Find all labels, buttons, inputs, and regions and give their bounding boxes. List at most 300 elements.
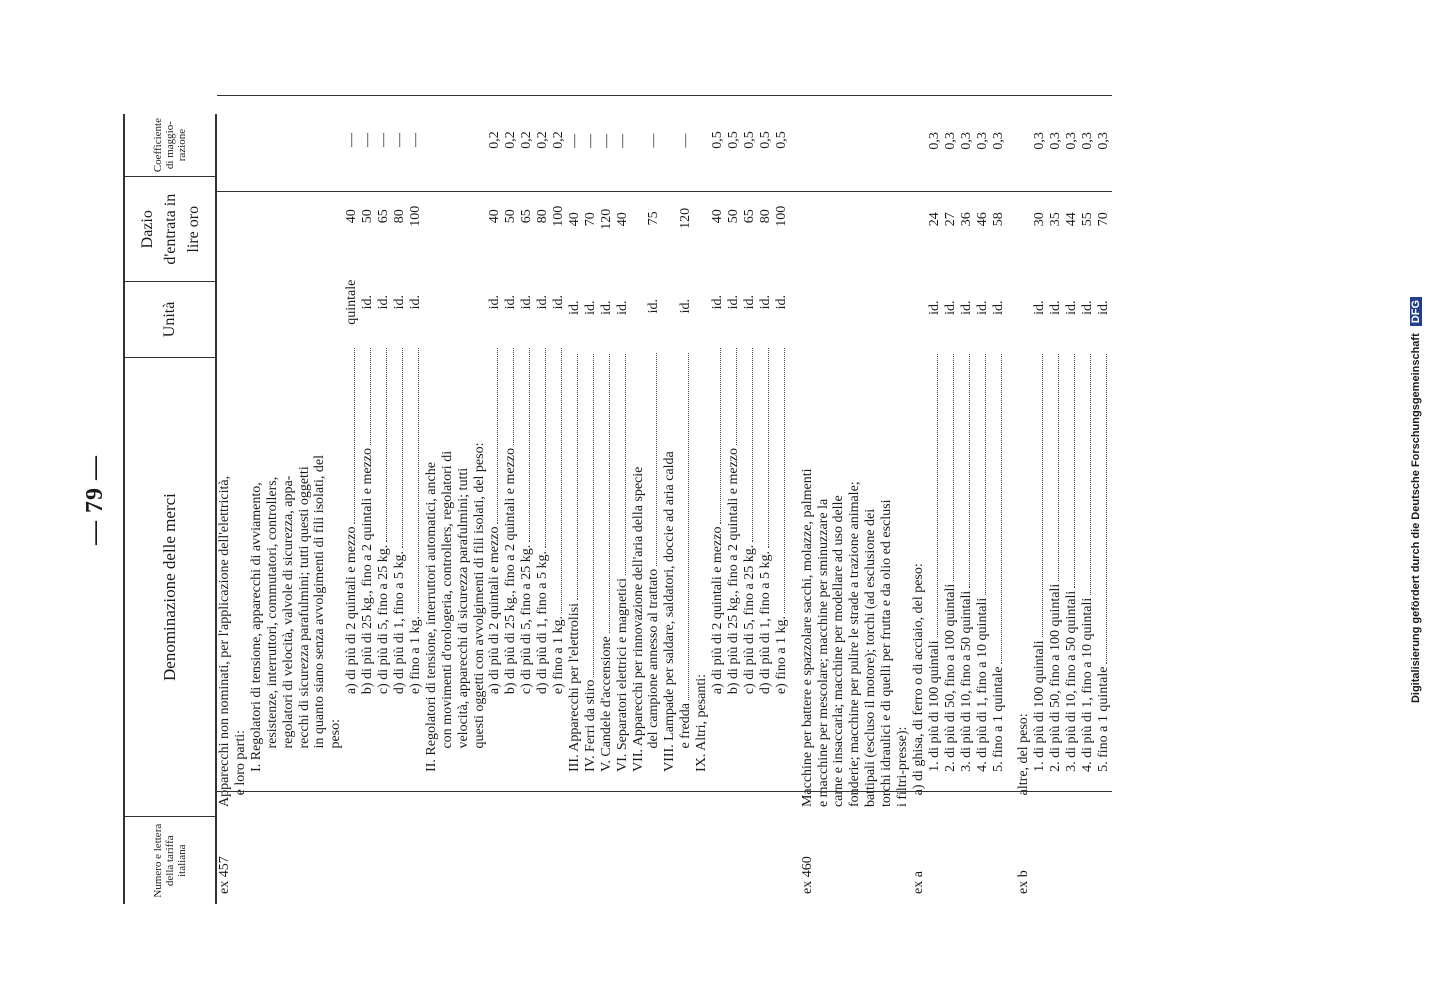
table-row (281, 114, 297, 904)
item-text: velocità, apparecchi di sicurezza parafulmini; tutti (455, 467, 471, 749)
cell-unita (662, 271, 678, 344)
cell-numero (879, 815, 895, 904)
item-text: I. Regolatori di tensione, apparecchi di avviamento, (248, 482, 264, 772)
dot-leader (720, 348, 721, 524)
cell-dazio: 35 (1048, 212, 1064, 227)
cell-coefficiente: 0,3 (974, 132, 990, 150)
dot-leader (752, 348, 753, 542)
cell-dazio: 24 (926, 212, 942, 227)
item-text: battipali (escluso il motore); torchi (ad esclusione dei (863, 508, 879, 808)
cell-dazio (440, 167, 456, 270)
cell-dazio: 40 (487, 209, 503, 224)
dot-leader (418, 348, 419, 613)
cell-dazio: 80 (391, 209, 407, 224)
table-row (424, 114, 440, 904)
cell-coefficiente: 0,3 (1064, 132, 1080, 150)
item-text: V. Candele d'accensione (598, 636, 614, 772)
cell-numero (281, 817, 297, 904)
cell-dazio: 30 (1032, 212, 1048, 227)
dot-leader (497, 348, 498, 524)
cell-coefficiente: 0,3 (1048, 132, 1064, 150)
cell-unita: id. (726, 295, 741, 310)
table-row (1048, 114, 1064, 904)
cell-dazio: 100 (773, 205, 789, 227)
cell-unita: id. (391, 295, 407, 310)
item-text: regolatori di velocità, valvole di sicurezza, appa- (280, 475, 296, 749)
table-row (1080, 114, 1096, 904)
item-text: a) di ghisa, di ferro o di acciaio, del peso: (910, 563, 926, 796)
table-row (312, 114, 328, 904)
cell-numero (943, 816, 959, 904)
cell-denominazione (1016, 346, 1032, 815)
cell-coefficiente: — (391, 133, 407, 148)
cell-numero (1048, 816, 1064, 904)
table-row (726, 114, 742, 904)
cell-coefficiente: — (614, 133, 630, 148)
cell-numero (599, 816, 615, 904)
cell-numero (1032, 816, 1048, 904)
cell-denominazione (991, 344, 1007, 816)
cell-denominazione (281, 343, 297, 817)
table-row (615, 114, 631, 904)
cell-denominazione (583, 344, 599, 816)
item-text: b) di più di 25 kg., fino a 2 quintali e mezzo (726, 447, 741, 695)
cell-dazio (1016, 168, 1032, 272)
cell-numero (519, 818, 535, 904)
cell-unita (249, 271, 265, 344)
cell-numero (742, 818, 758, 904)
item-text: d) di più di 1, fino a 5 kg. (391, 551, 407, 695)
cell-coefficiente (312, 114, 328, 167)
cell-coefficiente: 0,2 (551, 131, 567, 149)
item-text: e) fino a 1 kg. (407, 615, 423, 695)
item-text: torchi idraulici e di quelli per frutta e da olio ed esclusi (879, 499, 895, 808)
item-text: carne e insaccarla; macchine per modellare ad uso delle (831, 495, 847, 808)
dot-leader (969, 354, 970, 587)
cell-coefficiente: 0,5 (773, 131, 789, 149)
cell-numero (328, 817, 344, 904)
cell-denominazione (895, 347, 911, 815)
table-row (1064, 114, 1080, 904)
cell-dazio: 100 (407, 205, 423, 227)
cell-denominazione (615, 344, 631, 816)
cell-denominazione (678, 343, 694, 817)
cell-coefficiente (217, 114, 233, 168)
cell-dazio: 120 (598, 208, 614, 230)
table-row (911, 114, 927, 904)
cell-denominazione (472, 343, 488, 817)
cell-denominazione (831, 347, 847, 815)
item-text: resistenze, interruttori, commutatori, controllers, (264, 476, 280, 749)
cell-numero (1096, 816, 1112, 904)
cell-dazio (911, 168, 927, 272)
cell-coefficiente (265, 114, 281, 167)
dot-leader (354, 348, 355, 524)
dot-leader (736, 348, 737, 445)
cell-numero (376, 818, 392, 904)
item-text: III. Apparecchi per l'elettrolisi (566, 603, 582, 772)
cell-unita (217, 273, 233, 347)
cell-coefficiente (297, 114, 313, 167)
table-row (360, 114, 376, 904)
cell-coefficiente: 0,3 (926, 132, 942, 150)
cell-numero (344, 818, 360, 904)
cell-numero (456, 817, 472, 904)
item-text: VII. Apparecchi per rinnovazione dell'aria della specie (630, 466, 646, 772)
cell-unita (312, 270, 328, 343)
cell-unita: id. (551, 295, 567, 310)
cell-dazio: 80 (535, 209, 551, 224)
dot-leader (1058, 354, 1059, 580)
cell-dazio: 55 (1080, 212, 1096, 227)
item-text: b) di più di 25 kg., fino a 2 quintali e mezzo (360, 447, 376, 695)
cell-unita (265, 270, 281, 343)
footer-text: Digitalisierung gefördert durch die Deutsche Forschungsgemeinschaft (1410, 333, 1422, 704)
cell-dazio (895, 168, 911, 273)
cell-coefficiente (456, 114, 472, 167)
cell-denominazione (646, 343, 662, 817)
page-number: — 79 — (82, 455, 108, 545)
cell-denominazione (599, 344, 615, 816)
cell-denominazione (344, 338, 360, 818)
cell-unita (831, 273, 847, 347)
cell-denominazione (519, 338, 535, 818)
cell-numero (233, 815, 249, 904)
dot-leader (370, 348, 371, 445)
dot-leader (1042, 354, 1043, 637)
dfg-logo: DFG (1410, 297, 1422, 326)
cell-numero: ex b (1016, 870, 1032, 894)
cell-numero (1064, 816, 1080, 904)
cell-unita: id. (678, 298, 694, 314)
item-text: questi oggetti con avvolgimenti di fili isolati, del peso: (471, 442, 487, 749)
cell-unita (911, 272, 927, 346)
cell-unita: id. (757, 295, 773, 310)
cell-coefficiente: — (407, 133, 423, 148)
item-text: 3. di più di 10, fino a 50 quintali (1064, 590, 1080, 772)
item-text: VI. Separatori elettrici e magnetici (614, 577, 630, 772)
table-row (847, 114, 863, 904)
cell-coefficiente (800, 114, 816, 168)
cell-numero (360, 818, 376, 904)
cell-denominazione (631, 344, 647, 816)
cell-numero (567, 816, 583, 904)
cell-coefficiente (863, 114, 879, 168)
item-text: in quanto siano senza avvolgimenti di fili isolati, del (312, 454, 328, 749)
cell-denominazione (959, 344, 975, 816)
cell-unita (328, 270, 344, 343)
cell-denominazione (927, 344, 943, 816)
dot-leader (985, 354, 986, 594)
table-row (758, 114, 774, 904)
cell-dazio: 120 (678, 207, 694, 229)
cell-denominazione (758, 338, 774, 818)
item-text: 4. di più di 1, fino a 10 quintali (1080, 597, 1096, 772)
cell-unita: id. (519, 295, 535, 310)
cell-unita: id. (1080, 300, 1096, 315)
cell-dazio (233, 168, 249, 272)
cell-denominazione (726, 338, 742, 818)
cell-dazio (249, 168, 265, 271)
item-text: 1. di più di 100 quintali (1032, 640, 1048, 772)
table-row (1032, 114, 1048, 904)
item-text: a) di più di 2 quintali e mezzo (710, 526, 726, 695)
table-row (456, 114, 472, 904)
cell-denominazione (567, 344, 583, 816)
cell-coefficiente (328, 114, 344, 167)
dot-leader (937, 354, 938, 637)
item-text: a) di più di 2 quintali e mezzo (344, 526, 360, 695)
cell-coefficiente (879, 114, 895, 168)
cell-denominazione (217, 347, 233, 815)
cell-coefficiente: 0,3 (1095, 132, 1111, 150)
cell-dazio (879, 168, 895, 273)
table-row (710, 114, 726, 904)
cell-coefficiente (895, 114, 911, 168)
item-text: VIII. Lampade per saldare, saldatori, doccie ad aria calda (662, 451, 678, 772)
item-text: IX. Altri, pesanti: (694, 673, 710, 772)
cell-unita (472, 270, 488, 343)
dot-leader (688, 353, 689, 700)
cell-denominazione (975, 344, 991, 816)
item-text: recchi di sicurezza parafulmini; tutti questi oggetti (296, 466, 312, 749)
item-text: del campione annesso al trattato (646, 568, 662, 749)
cell-numero (249, 816, 265, 904)
cell-dazio (424, 168, 440, 271)
cell-unita: id. (1095, 300, 1111, 315)
cell-numero (895, 815, 911, 904)
dot-leader (953, 354, 954, 580)
cell-unita (297, 270, 313, 343)
cell-numero (774, 818, 790, 904)
item-text: 2. di più di 50, fino a 100 quintali (1048, 583, 1064, 772)
cell-coefficiente: 0,2 (519, 131, 535, 149)
cell-denominazione (1096, 344, 1112, 816)
cell-denominazione (328, 343, 344, 817)
header-denominazione: Denominazione delle merci (125, 357, 215, 817)
table-row (583, 114, 599, 904)
cell-dazio: 70 (1095, 212, 1111, 227)
item-text: altre, del peso: (1016, 713, 1032, 796)
table-row (742, 114, 758, 904)
table-row (816, 114, 832, 904)
item-text: i filtri-presse): (895, 726, 911, 808)
cell-denominazione (487, 338, 503, 818)
table-row (943, 114, 959, 904)
cell-dazio (328, 167, 344, 270)
cell-denominazione (662, 344, 678, 816)
cell-dazio: 65 (376, 209, 392, 224)
table-row (991, 114, 1007, 904)
cell-dazio: 70 (582, 212, 598, 227)
cell-denominazione (456, 343, 472, 817)
column-rule (217, 95, 1112, 96)
cell-dazio (816, 168, 832, 273)
item-text: con movimenti d'orologeria, controllers, regolatori di (439, 450, 455, 749)
item-text: peso: (328, 718, 344, 749)
cell-dazio: 36 (958, 212, 974, 227)
cell-unita (456, 270, 472, 343)
cell-coefficiente: — (344, 133, 360, 148)
cell-denominazione (1032, 344, 1048, 816)
cell-dazio (472, 167, 488, 270)
cell-unita (847, 273, 863, 347)
cell-numero (646, 817, 662, 904)
cell-numero (424, 816, 440, 904)
cell-coefficiente: — (376, 133, 392, 148)
cell-coefficiente: 0,3 (990, 132, 1006, 150)
cell-unita (631, 271, 647, 344)
cell-numero (678, 817, 694, 904)
cell-unita (1016, 272, 1032, 346)
table-row (774, 114, 790, 904)
cell-coefficiente (662, 114, 678, 168)
cell-numero (816, 815, 832, 904)
cell-dazio: 65 (741, 209, 757, 224)
cell-coefficiente (233, 114, 249, 168)
table-row (297, 114, 313, 904)
dot-leader (386, 348, 387, 542)
table-row (800, 114, 816, 904)
table-row (863, 114, 879, 904)
dot-leader (577, 354, 578, 600)
cell-numero (975, 816, 991, 904)
cell-dazio (265, 167, 281, 270)
table-row (694, 114, 710, 904)
cell-numero (694, 816, 710, 904)
cell-unita (233, 272, 249, 346)
cell-numero: ex 460 (799, 856, 815, 894)
cell-dazio: 65 (519, 209, 535, 224)
table-row (678, 114, 694, 904)
cell-denominazione (297, 343, 313, 817)
cell-denominazione (742, 338, 758, 818)
cell-unita: id. (942, 300, 958, 315)
dot-leader (545, 348, 546, 548)
cell-dazio: 40 (614, 212, 630, 227)
cell-dazio (662, 168, 678, 271)
cell-unita (694, 271, 710, 344)
cell-denominazione (424, 344, 440, 816)
cell-coefficiente (1016, 114, 1032, 168)
item-text: 5. fino a 1 quintale (1095, 666, 1111, 772)
item-text: c) di più di 5, fino a 25 kg. (376, 544, 392, 695)
cell-denominazione (847, 347, 863, 815)
cell-dazio (694, 168, 710, 271)
cell-dazio (312, 167, 328, 270)
table-row (662, 114, 678, 904)
table-row (233, 114, 249, 904)
table-row (631, 114, 647, 904)
cell-numero (408, 818, 424, 904)
table-row (567, 114, 583, 904)
item-text: e loro parti: (232, 730, 248, 796)
table-body (217, 114, 1112, 904)
cell-dazio (800, 168, 816, 273)
cell-coefficiente (694, 114, 710, 168)
table-row (217, 114, 233, 904)
cell-unita (281, 270, 297, 343)
cell-coefficiente: 0,5 (741, 131, 757, 149)
cell-coefficiente: — (598, 133, 614, 148)
cell-dazio (831, 168, 847, 273)
cell-numero (847, 815, 863, 904)
dot-leader (402, 348, 403, 548)
cell-dazio (456, 167, 472, 270)
cell-dazio: 40 (566, 212, 582, 227)
table-row (975, 114, 991, 904)
cell-denominazione (710, 338, 726, 818)
cell-unita: id. (741, 295, 757, 310)
dot-leader (593, 354, 594, 676)
cell-dazio (217, 168, 233, 273)
cell-numero (265, 817, 281, 904)
table-row (551, 114, 567, 904)
cell-unita (863, 273, 879, 347)
cell-denominazione (774, 338, 790, 818)
dot-leader (784, 348, 785, 613)
cell-coefficiente (440, 114, 456, 167)
cell-dazio: 50 (503, 209, 519, 224)
cell-coefficiente (631, 114, 647, 168)
cell-dazio: 27 (942, 212, 958, 227)
table-row (472, 114, 488, 904)
cell-unita (895, 273, 911, 347)
cell-denominazione (879, 347, 895, 815)
table-row (376, 114, 392, 904)
cell-numero (440, 817, 456, 904)
header-unita: Unità (125, 281, 215, 356)
column-rule (217, 791, 1112, 792)
cell-numero (487, 818, 503, 904)
cell-coefficiente (424, 114, 440, 168)
cell-coefficiente: 0,3 (1080, 132, 1096, 150)
item-text: 3. di più di 10, fino a 50 quintali (958, 590, 974, 772)
table-row (265, 114, 281, 904)
dot-leader (625, 354, 626, 575)
cell-coefficiente (831, 114, 847, 168)
cell-numero (710, 818, 726, 904)
dot-leader (1074, 354, 1075, 587)
header-coefficiente: Coefficiente di maggio- razione (152, 118, 188, 173)
cell-numero (863, 815, 879, 904)
cell-denominazione (911, 346, 927, 815)
cell-numero (615, 816, 631, 904)
dot-leader (561, 348, 562, 613)
cell-unita: id. (1048, 300, 1064, 315)
item-text: 5. fino a 1 quintale (990, 666, 1006, 772)
cell-unita: id. (535, 295, 551, 310)
cell-unita (440, 270, 456, 343)
cell-unita (816, 273, 832, 347)
cell-coefficiente: 0,2 (503, 131, 519, 149)
dot-leader (1106, 354, 1107, 663)
cell-numero: ex 457 (217, 856, 232, 894)
cell-numero (631, 816, 647, 904)
cell-numero (392, 818, 408, 904)
item-text: e) fino a 1 kg. (551, 615, 567, 695)
table-row (831, 114, 847, 904)
table-row (1096, 114, 1112, 904)
cell-numero (312, 817, 328, 904)
table-row (959, 114, 975, 904)
cell-coefficiente: 0,3 (1032, 132, 1048, 150)
table-row (535, 114, 551, 904)
dot-leader (768, 348, 769, 548)
table-row (503, 114, 519, 904)
cell-unita: id. (990, 300, 1006, 315)
cell-numero (726, 818, 742, 904)
